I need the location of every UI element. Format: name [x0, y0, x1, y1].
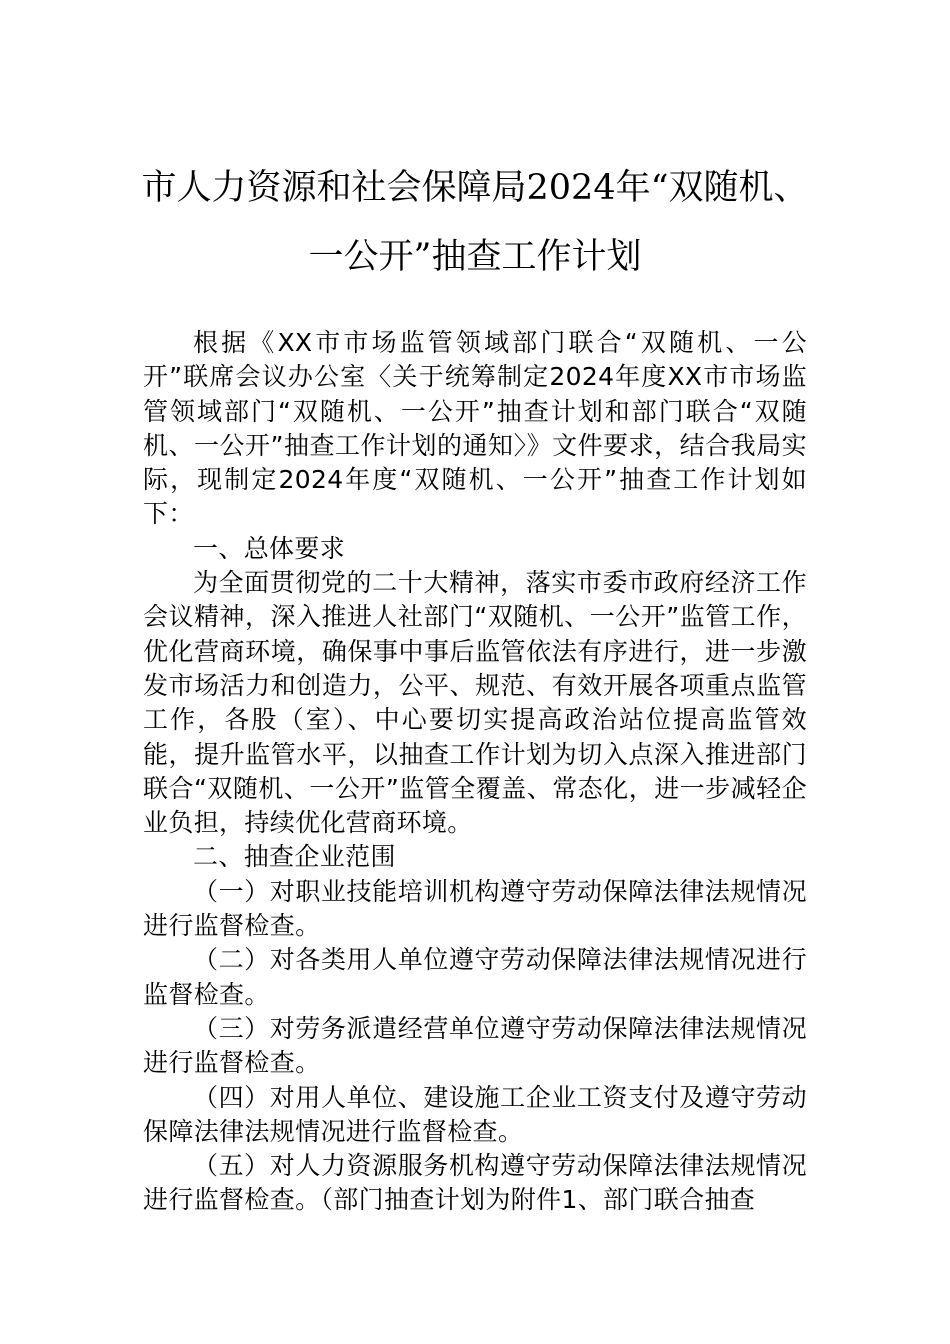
section-heading-general-requirements: 一、总体要求: [193, 533, 346, 563]
scope-item-5: （五）对人力资源服务机构遵守劳动保障法律法规情况进行监督检查。（部门抽查计划为附件1、部门联合抽查: [143, 1151, 807, 1215]
scope-item-3: （三）对劳务派遣经营单位遵守劳动保障法律法规情况进行监督检查。: [143, 1013, 807, 1078]
document-title-line2: 一公开”抽查工作计划: [308, 237, 642, 277]
general-requirements-paragraph: 为全面贯彻党的二十大精神，落实市委市政府经济工作会议精神，深入推进人社部门“双随机、一公开”监管工作，优化营商环境，确保事中事后监管依法有序进行，进一步激发市场活力和创造力，公平、规范、有效开展各项重点监管工作，各股（室）、中心要切实提高政治站位提高监管效能，提升监管水平，以抽查工作计划为切入点深入推进部门联合“双随机、一公开”监管全覆盖、常态化，进一步减轻企业负担，持续优化营商环境。: [143, 568, 807, 838]
section-heading-inspection-scope: 二、抽查企业范围: [193, 842, 396, 872]
scope-item-2: （二）对各类用人单位遵守劳动保障法律法规情况进行监督检查。: [143, 945, 807, 1009]
scope-item-1: （一）对职业技能培训机构遵守劳动保障法律法规情况进行监督检查。: [143, 876, 807, 941]
intro-paragraph: 根据《XX市市场监管领域部门联合“双随机、一公开”联席会议办公室〈关于统筹制定2024年度XX市市场监管领域部门“双随机、一公开”抽查计划和部门联合“双随机、一公开”抽查工作计划的通知〉》文件要求，结合我局实际，现制定2024年度“双随机、一公开”抽查工作计划如下：: [143, 328, 807, 529]
scope-item-4: （四）对用人单位、建设施工企业工资支付及遵守劳动保障法律法规情况进行监督检查。: [143, 1082, 807, 1146]
document-title-line1: 市人力资源和社会保障局2024年“双随机、: [141, 168, 809, 208]
document-body: [143, 326, 807, 1218]
